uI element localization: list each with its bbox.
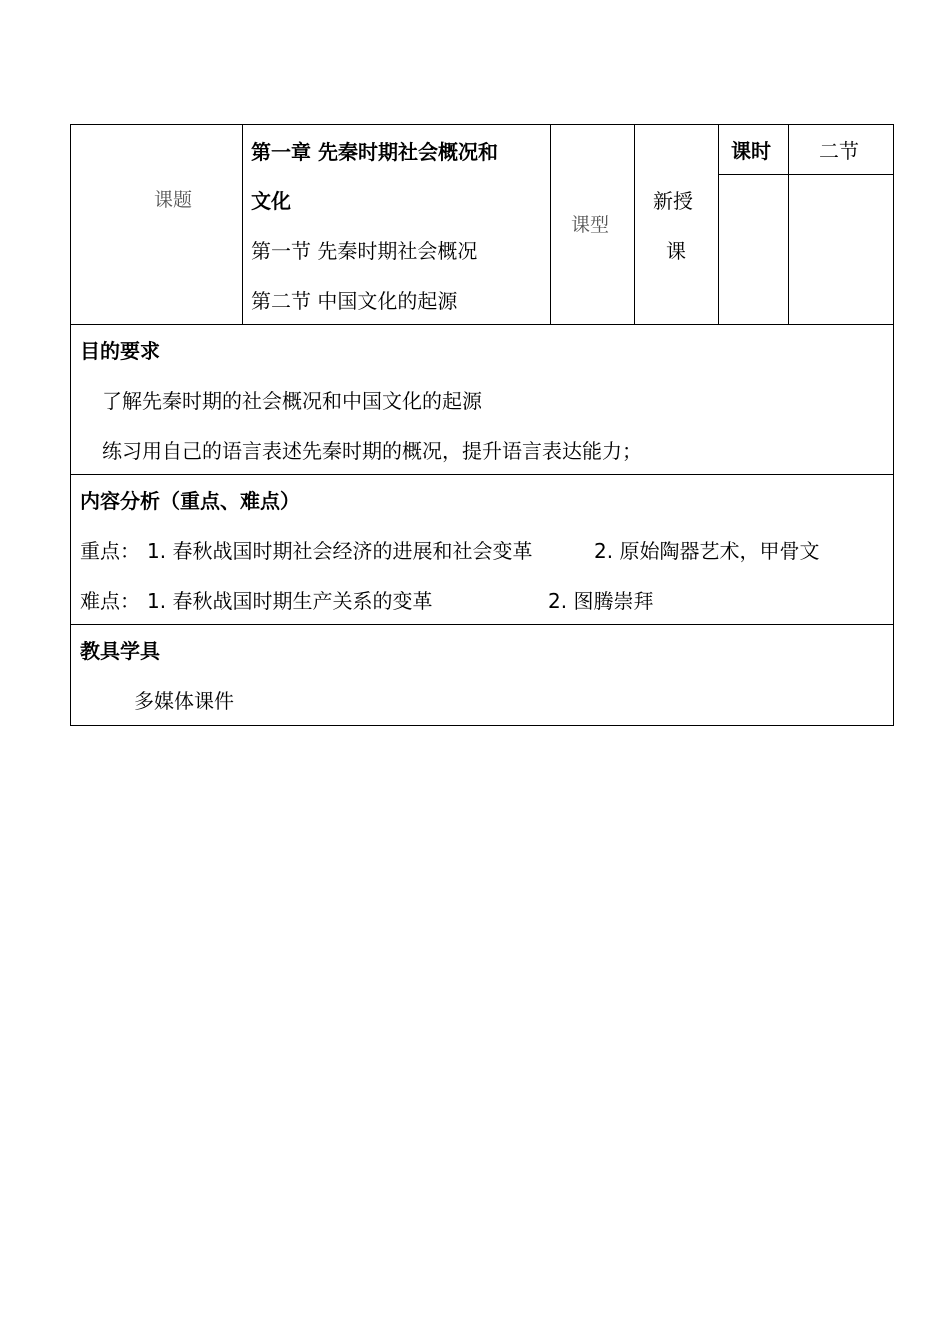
topic-label: 课题 [154,189,193,211]
difficult-point-1: 1. 春秋战国时期生产关系的变革 [147,589,433,613]
chapter-title-line1: 第一章 先秦时期社会概况和 [251,140,498,164]
header-col-divider-4 [718,124,719,324]
objective-item-2: 练习用自己的语言表述先秦时期的概况，提升语言表达能力； [102,439,642,463]
table-border-top [70,124,894,125]
header-col-divider-1 [242,124,243,324]
table-border-right [893,124,894,726]
header-col-divider-3 [634,124,635,324]
materials-heading: 教具学具 [80,639,160,663]
objective-item-1: 了解先秦时期的社会概况和中国文化的起源 [102,389,482,413]
type-value-line2: 课 [666,239,686,263]
difficult-point-2: 2. 图腾崇拜 [548,589,654,613]
hours-label: 课时 [731,139,771,163]
section-2-title: 第二节 中国文化的起源 [251,289,458,313]
header-col-divider-2 [550,124,551,324]
key-point-1: 1. 春秋战国时期社会经济的进展和社会变革 [147,539,533,563]
row-divider-analysis [70,624,894,625]
type-label: 课型 [571,214,610,236]
key-point-2: 2. 原始陶器艺术，甲骨文 [594,539,820,563]
difficult-points-label: 难点： [80,589,140,613]
table-border-bottom [70,725,894,726]
hours-cell-divider [718,174,894,175]
analysis-heading: 内容分析（重点、难点） [80,489,300,513]
materials-item: 多媒体课件 [134,689,234,713]
lesson-plan-table [70,124,894,726]
objectives-heading: 目的要求 [80,339,160,363]
row-divider-objectives [70,474,894,475]
type-value-line1: 新授 [653,189,693,213]
hours-value: 二节 [819,139,859,163]
section-1-title: 第一节 先秦时期社会概况 [251,239,478,263]
key-points-label: 重点： [80,539,140,563]
header-col-divider-5 [788,124,789,324]
table-border-left [70,124,71,726]
chapter-title-line2: 文化 [251,189,291,213]
row-divider-header [70,324,894,325]
